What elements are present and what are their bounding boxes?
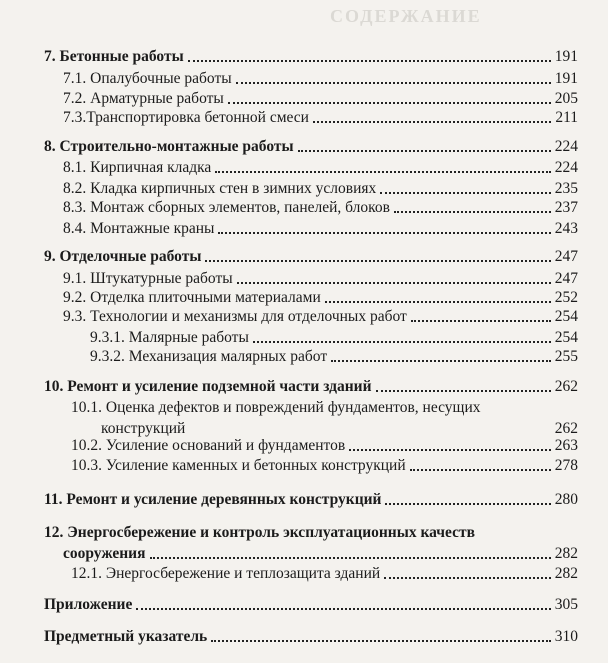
toc-entry-title: 7.2. Арматурные работы	[63, 90, 224, 107]
toc-entry-title: конструкций	[101, 420, 186, 437]
leader-dots	[394, 211, 551, 213]
toc-page-number: 211	[555, 109, 578, 126]
toc-page-number: 205	[554, 90, 578, 107]
toc-entry-title: сооружения	[63, 545, 146, 562]
leader-dots	[237, 282, 551, 284]
toc-entry-title: 7.1. Опалубочные работы	[63, 70, 232, 87]
toc-subsection[interactable]	[90, 329, 578, 347]
toc-chapter-12[interactable]	[63, 545, 578, 563]
toc-entry-title: 12.1. Энергосбережение и теплозащита зданий	[71, 565, 381, 582]
toc-entry-title: 10. Ремонт и усиление подземной части зданий	[44, 378, 372, 395]
toc-chapter-8[interactable]	[44, 138, 578, 156]
toc-page-number: 247	[554, 270, 578, 287]
toc-entry-title: 9.2. Отделка плиточными материалами	[63, 289, 321, 306]
toc-page-number: 254	[554, 308, 578, 325]
leader-dots	[218, 232, 550, 234]
toc-chapter-12-line1[interactable]: 12. Энергосбережение и контроль эксплуатационных качеств	[44, 524, 475, 541]
toc-section[interactable]	[63, 270, 578, 288]
toc-page-number: 262	[554, 420, 578, 437]
toc-page-number: 247	[554, 248, 578, 265]
leader-dots	[298, 150, 551, 152]
leader-dots	[215, 171, 550, 173]
toc-entry-title: 7. Бетонные работы	[44, 48, 184, 65]
toc-page-number: 235	[554, 180, 578, 197]
leader-dots	[385, 503, 550, 505]
toc-section[interactable]	[63, 199, 578, 217]
toc-entry-title: 8. Строительно-монтажные работы	[44, 138, 294, 155]
toc-section[interactable]	[63, 308, 578, 326]
leader-dots	[136, 608, 550, 610]
toc-page-number: 254	[554, 329, 578, 346]
toc-page-number: 191	[554, 48, 578, 65]
toc-section[interactable]	[71, 437, 578, 455]
leader-dots	[253, 341, 551, 343]
leader-dots	[410, 469, 551, 471]
toc-section-line1[interactable]: 10.1. Оценка дефектов и повреждений фундаментов, несущих	[71, 399, 481, 416]
toc-entry-title: 10.3. Усиление каменных и бетонных конструкций	[71, 457, 406, 474]
toc-section[interactable]	[63, 109, 578, 127]
toc-page-number: 191	[554, 70, 578, 87]
toc-section[interactable]	[71, 565, 578, 583]
toc-page-number: 263	[554, 437, 578, 454]
toc-page-number: 237	[554, 199, 578, 216]
toc-subject-index[interactable]	[44, 628, 578, 646]
toc-section[interactable]	[63, 220, 578, 238]
toc-page-number: 224	[554, 138, 578, 155]
leader-dots	[349, 449, 551, 451]
toc-section[interactable]	[71, 457, 578, 475]
leader-dots	[380, 192, 550, 194]
toc-page-number: 282	[554, 545, 578, 562]
toc-section[interactable]	[63, 90, 578, 108]
toc-chapter-9[interactable]	[44, 248, 578, 266]
leader-dots	[205, 260, 550, 262]
bleed-header: СОДЕРЖАНИЕ	[330, 6, 482, 26]
toc-chapter-11[interactable]	[44, 491, 578, 509]
leader-dots	[384, 577, 551, 579]
toc-section[interactable]	[101, 420, 578, 438]
toc-page-number: 262	[554, 378, 578, 395]
leader-dots	[376, 390, 551, 392]
toc-entry-title: 8.4. Монтажные краны	[63, 220, 215, 237]
toc-entry-title: 11. Ремонт и усиление деревянных конструкций	[44, 491, 382, 508]
toc-page-number: 243	[554, 220, 578, 237]
leader-dots	[411, 320, 551, 322]
toc-entry-title: 8.3. Монтаж сборных элементов, панелей, блоков	[63, 199, 390, 216]
toc-entry-title: Предметный указатель	[44, 628, 208, 645]
toc-page-number: 252	[554, 289, 578, 306]
toc-entry-title: 9.1. Штукатурные работы	[63, 270, 233, 287]
toc-chapter-10[interactable]	[44, 378, 578, 396]
toc-section[interactable]	[63, 159, 578, 177]
leader-dots	[325, 301, 551, 303]
toc-chapter-7[interactable]	[44, 48, 578, 66]
toc-section[interactable]	[63, 70, 578, 88]
toc-entry-title: 8.2. Кладка кирпичных стен в зимних условиях	[63, 180, 377, 197]
toc-entry-title: 9.3.1. Малярные работы	[90, 329, 249, 346]
toc-page-number: 305	[554, 596, 578, 613]
toc-subsection[interactable]	[90, 348, 578, 366]
leader-dots	[150, 557, 551, 559]
toc-entry-title: Приложение	[44, 596, 133, 613]
leader-dots	[331, 360, 551, 362]
toc-entry-title: 9.3.2. Механизация малярных работ	[90, 348, 328, 365]
leader-dots	[188, 60, 551, 62]
toc-entry-title: 7.3.Транспортировка бетонной смеси	[63, 109, 309, 126]
toc-entry-title: 10.2. Усиление оснований и фундаментов	[71, 437, 346, 454]
toc-section[interactable]	[63, 289, 578, 307]
leader-dots	[236, 82, 551, 84]
toc-page-number: 310	[554, 628, 578, 645]
toc-entry-title: 8.1. Кирпичная кладка	[63, 159, 212, 176]
toc-section[interactable]	[63, 180, 578, 198]
leader-dots	[313, 121, 551, 123]
leader-dots	[228, 102, 551, 104]
toc-appendix[interactable]	[44, 596, 578, 614]
leader-dots	[211, 640, 551, 642]
toc-page-number: 282	[554, 565, 578, 582]
toc-entry-title: 9. Отделочные работы	[44, 248, 202, 265]
toc-page-number: 280	[554, 491, 578, 508]
leader-dots	[189, 432, 550, 434]
toc-page-number: 255	[554, 348, 578, 365]
toc-entry-title: 9.3. Технологии и механизмы для отделочных работ	[63, 308, 407, 325]
toc-page-number: 278	[554, 457, 578, 474]
toc-page-number: 224	[554, 159, 578, 176]
